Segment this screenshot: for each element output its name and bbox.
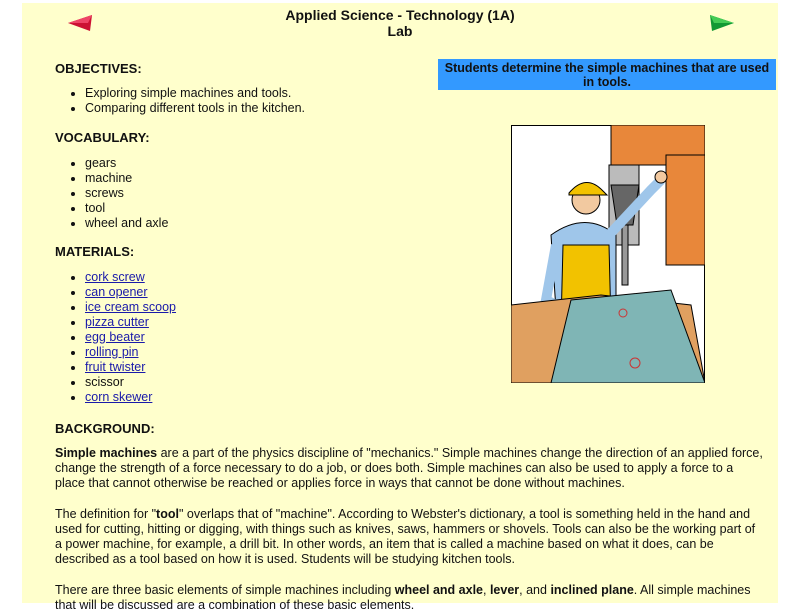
material-text: scissor [85, 375, 124, 389]
material-link[interactable]: cork screw [85, 270, 145, 284]
text: " overlaps that of "machine". According to Webster's dictionary, a tool is something held in the hand and used for cutting, hitting or digging, with things such as knives, saws, hammers or shovels. Tools can also be the working part of a power machine, for example, a drill bit. In other words, an item that is called a machine based on what it does, can be described as a tool based on how it is used. Students will be studying kitchen tools. [55, 507, 756, 566]
list-item: • machine [85, 171, 168, 186]
list-item: • gears [85, 156, 168, 171]
list-item: • Exploring simple machines and tools. [85, 86, 305, 101]
list-item: • wheel and axle [85, 216, 168, 231]
paragraph-1 [55, 446, 765, 491]
list-item: • tool [85, 201, 168, 216]
materials-list [55, 270, 176, 405]
title-line-2: Lab [387, 23, 413, 39]
material-link[interactable]: ice cream scoop [85, 300, 177, 314]
material-link[interactable]: can opener [85, 285, 148, 299]
material-link[interactable]: egg beater [85, 330, 145, 344]
page [22, 3, 778, 612]
bold-term: inclined plane [550, 583, 634, 597]
objectives-heading: OBJECTIVES: [55, 61, 142, 76]
summary-banner: Students determine the simple machines that are used in tools. [438, 59, 776, 90]
paragraph-3 [55, 583, 765, 613]
drill-press-worker-illustration [511, 125, 705, 383]
materials-heading: MATERIALS: [55, 244, 135, 259]
list-item: • screws [85, 186, 168, 201]
background-text [55, 446, 765, 613]
text: There are three basic elements of simple machines including [55, 583, 395, 597]
material-link[interactable]: rolling pin [85, 345, 139, 359]
text: are a part of the physics discipline of "mechanics." Simple machines change the direction of an applied force, change the strength of a force necessary to do a job, or does both. Simple machines can also be used to apply a force to a place that cannot otherwise be reached or applies force in ways that cannot be done without machines. [55, 446, 763, 490]
paragraph-2 [55, 507, 765, 567]
material-link[interactable]: pizza cutter [85, 315, 149, 329]
text: . All simple machines that will be discussed are a combination of these basic elements. [55, 583, 751, 612]
page-title [22, 7, 778, 39]
bold-term: Simple machines [55, 446, 158, 460]
background-heading: BACKGROUND: [55, 421, 155, 436]
bold-term: lever [489, 583, 520, 597]
text: , [483, 583, 490, 597]
title-line-1: Applied Science - Technology (1A) [285, 7, 515, 23]
text: , and [519, 583, 551, 597]
bold-term: wheel and axle [394, 583, 483, 597]
material-link[interactable]: corn skewer [85, 390, 153, 404]
bold-term: tool [156, 507, 179, 521]
objectives-list [55, 86, 305, 116]
vocabulary-list [55, 156, 168, 231]
text: The definition for " [55, 507, 157, 521]
list-item: • Comparing different tools in the kitchen. [85, 101, 305, 116]
vocabulary-heading: VOCABULARY: [55, 130, 150, 145]
material-link[interactable]: fruit twister [85, 360, 146, 374]
